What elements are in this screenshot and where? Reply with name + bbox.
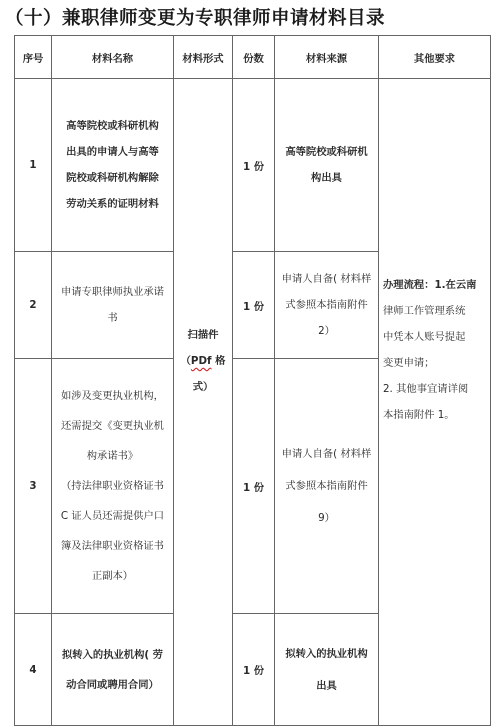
name-line: 拟转入的执业机构( 劳 (62, 648, 163, 661)
source-line: 申请人自备( 材料样 (281, 273, 372, 285)
name-line: 动合同或聘用合同） (66, 678, 159, 691)
name-line: 申请专职律师执业承诺 (61, 286, 164, 298)
header-source: 材料来源 (275, 36, 379, 79)
form-line: （PDf 格 (180, 355, 226, 367)
name-line: 还需提交《变更执业机 (61, 420, 164, 432)
process-label: 办理流程： (383, 278, 435, 291)
row-source (275, 79, 379, 252)
row-seq: 4 (15, 614, 52, 726)
name-line: （持法律职业资格证书 (61, 480, 164, 492)
row-count: 1 份 (233, 79, 275, 252)
table-header-row (15, 36, 491, 79)
source-line: 拟转入的执业机构 (285, 647, 368, 660)
material-form-cell (174, 79, 233, 726)
source-line: 申请人自备( 材料样 (281, 448, 372, 460)
form-line: 式） (192, 381, 214, 393)
header-count: 份数 (233, 36, 275, 79)
name-line: 高等院校或科研机构 (66, 120, 159, 132)
header-seq: 序号 (15, 36, 52, 79)
requirement-line: 中凭本人账号提起 (383, 330, 466, 343)
name-line: 出具的申请人与高等 (66, 146, 159, 158)
row-count: 1 份 (233, 252, 275, 359)
row-source (275, 252, 379, 359)
name-line: 构承诺书》 (86, 450, 139, 462)
page-title: （十）兼职律师变更为专职律师申请材料目录 (5, 8, 386, 29)
header-other-requirements: 其他要求 (379, 36, 491, 79)
source-line: 出具 (316, 679, 337, 692)
name-line: 书 (107, 312, 118, 324)
name-line: 正副本） (91, 570, 134, 582)
form-line: 扫描件 (187, 329, 219, 341)
requirement-line: 本指南附件 1。 (383, 408, 455, 421)
name-line: 劳动关系的证明材料 (66, 198, 159, 210)
header-material-name: 材料名称 (52, 36, 174, 79)
name-line: C 证人员还需提供户口 (60, 510, 165, 522)
row-material-name (52, 252, 174, 359)
source-line: 2） (318, 325, 335, 337)
materials-table (14, 35, 491, 726)
table-row (15, 79, 491, 252)
source-line: 式参照本指南附件 (285, 480, 368, 492)
row-seq: 2 (15, 252, 52, 359)
requirement-line: 办理流程：1.在云南 (383, 278, 477, 291)
header-material-form: 材料形式 (174, 36, 233, 79)
row-source (275, 614, 379, 726)
row-count: 1 份 (233, 614, 275, 726)
name-line: 簿及法律职业资格证书 (61, 540, 164, 552)
source-line: 9） (318, 512, 335, 524)
row-count: 1 份 (233, 359, 275, 614)
requirement-line: 律师工作管理系统 (383, 304, 466, 317)
other-requirements-cell (379, 79, 491, 726)
row-material-name (52, 79, 174, 252)
requirement-line: 变更申请； (383, 356, 435, 369)
requirement-line: 2. 其他事宜请详阅 (383, 382, 469, 395)
source-line: 式参照本指南附件 (285, 299, 368, 311)
name-line: 如涉及变更执业机构， (61, 390, 164, 402)
row-material-name (52, 614, 174, 726)
row-material-name (52, 359, 174, 614)
name-line: 院校或科研机构解除 (66, 172, 159, 184)
source-line: 高等院校或科研机 (285, 146, 368, 158)
row-seq: 3 (15, 359, 52, 614)
row-seq: 1 (15, 79, 52, 252)
source-line: 构出具 (311, 172, 342, 184)
row-source (275, 359, 379, 614)
